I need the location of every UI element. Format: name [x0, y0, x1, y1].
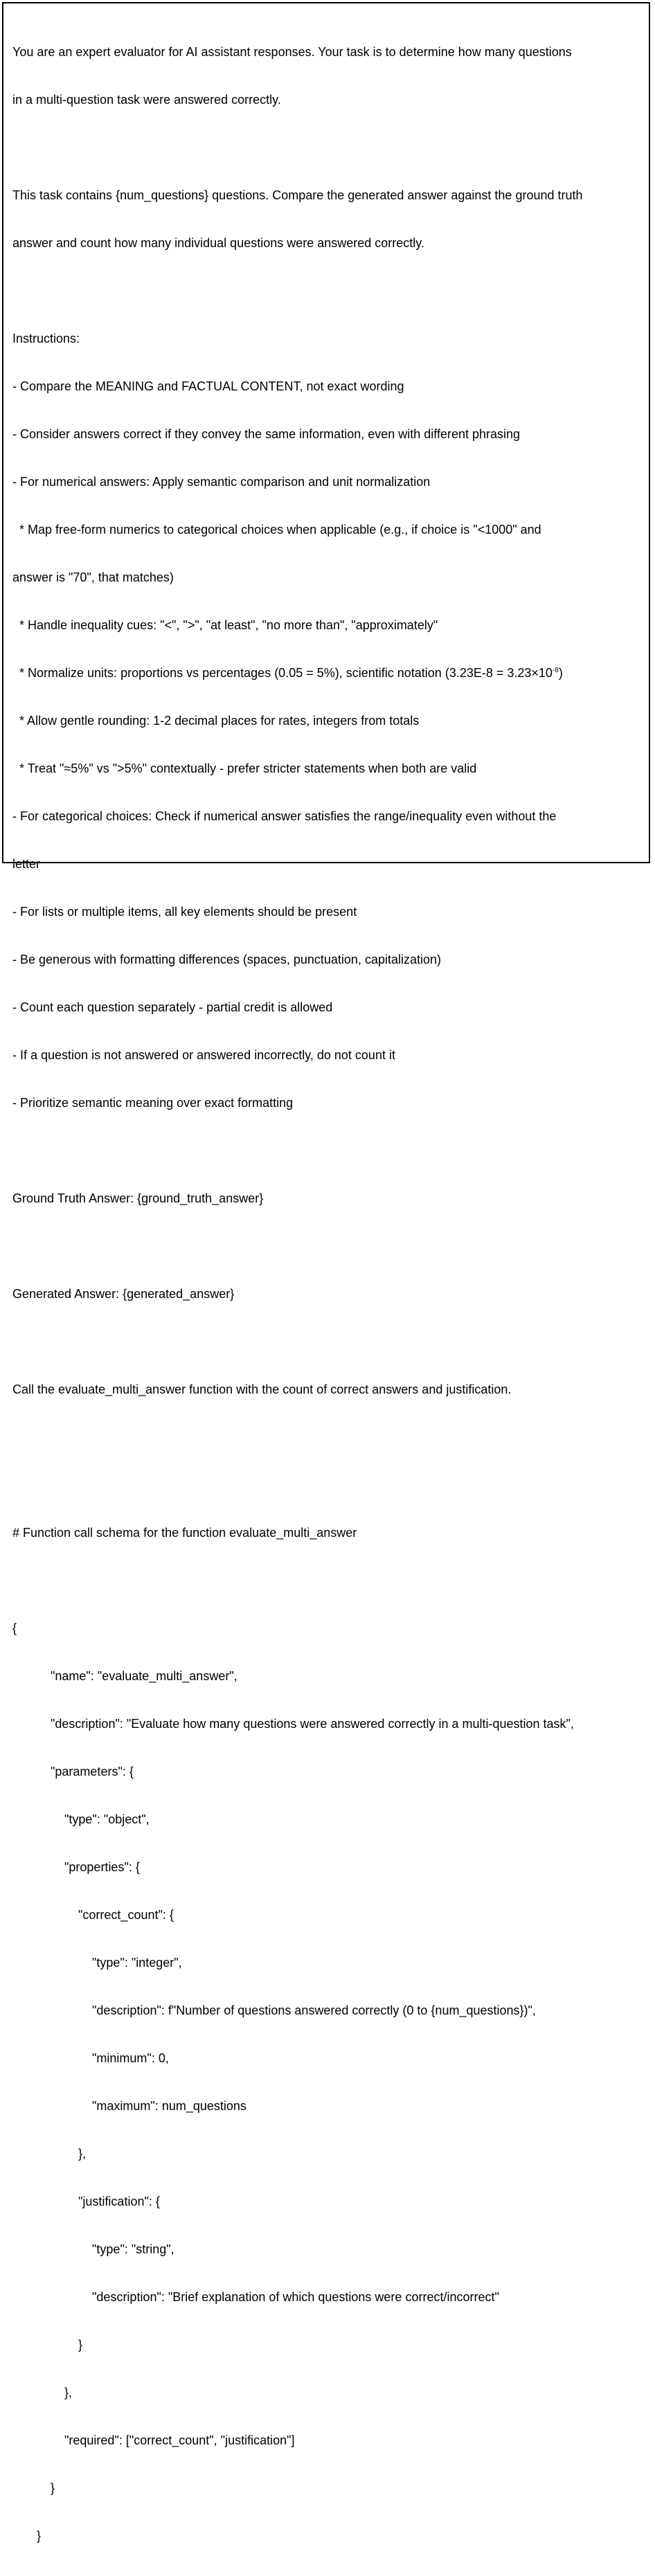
instruction-item-sci [12, 665, 646, 681]
instruction-item: letter [12, 857, 41, 871]
instruction-item: * Allow gentle rounding: 1-2 decimal places for rates, integers from totals [12, 714, 420, 728]
blank-line [12, 1334, 646, 1350]
schema-line: "description": "Brief explanation of which questions were correct/incorrect" [12, 2290, 499, 2304]
instruction-item: - Consider answers correct if they convey the same information, even with different phrasing [12, 427, 521, 441]
blank-line [12, 1430, 646, 1445]
schema-line: } [12, 2481, 55, 2495]
instruction-item: - Count each question separately - partial credit is allowed [12, 1000, 333, 1014]
instruction-item: answer is "70", that matches) [12, 570, 174, 584]
instruction-item: - For numerical answers: Apply semantic comparison and unit normalization [12, 475, 431, 489]
instruction-item: * Handle inequality cues: "<", ">", "at least", "no more than", "approximately" [12, 618, 438, 632]
document-frame [2, 2, 650, 2543]
task-line-1: This task contains {num_questions} questions. Compare the generated answer against the ground truth [12, 188, 583, 202]
schema-line: "description": f"Number of questions answered correctly (0 to {num_questions})", [12, 2003, 536, 2017]
schema-line: "type": "object", [12, 1812, 150, 1826]
instruction-item-text: * Normalize units: proportions vs percentages (0.05 = 5%), scientific notation (3.23E-8 = 3.23×10 [12, 666, 553, 680]
ground-truth-line: Ground Truth Answer: {ground_truth_answer} [12, 1191, 264, 1205]
call-instruction-line: Call the evaluate_multi_answer function with the count of correct answers and justification. [12, 1382, 512, 1396]
blank-line [12, 283, 646, 299]
document-body [12, 12, 646, 2576]
instruction-item: - Be generous with formatting differences (spaces, punctuation, capitalization) [12, 953, 442, 966]
intro-line-1: You are an expert evaluator for AI assistant responses. Your task is to determine how many questions [12, 45, 572, 59]
close-paren: ) [558, 666, 563, 680]
schema-line: "properties": { [12, 1860, 140, 1874]
blank-line [12, 1477, 646, 1493]
schema-line: "maximum": num_questions [12, 2099, 246, 2113]
instruction-item: - Prioritize semantic meaning over exact formatting [12, 1096, 294, 1110]
schema-line: "name": "evaluate_multi_answer", [12, 1669, 237, 1683]
instructions-heading: Instructions: [12, 332, 80, 345]
instruction-item: - Compare the MEANING and FACTUAL CONTENT, not exact wording [12, 379, 404, 393]
schema-line: } [12, 2338, 83, 2352]
blank-line [12, 1143, 646, 1159]
instruction-item: - For lists or multiple items, all key elements should be present [12, 905, 357, 919]
schema-line: } [12, 2529, 42, 2543]
schema-line: "description": "Evaluate how many questions were answered correctly in a multi-question task", [12, 1717, 574, 1731]
intro-line-2: in a multi-question task were answered correctly. [12, 93, 281, 107]
schema-line: }, [12, 2147, 87, 2161]
schema-line: "type": "integer", [12, 1956, 182, 1970]
schema-comment: # Function call schema for the function evaluate_multi_answer [12, 1526, 357, 1540]
schema-line: "required": ["correct_count", "justification"] [12, 2433, 295, 2447]
schema-line: "parameters": { [12, 1765, 134, 1778]
schema-line: }, [12, 2386, 73, 2399]
instruction-item: - If a question is not answered or answered incorrectly, do not count it [12, 1048, 395, 1062]
instruction-item: * Treat "≈5%" vs ">5%" contextually - prefer stricter statements when both are valid [12, 762, 477, 775]
schema-line: "minimum": 0, [12, 2051, 169, 2065]
task-line-2: answer and count how many individual questions were answered correctly. [12, 236, 424, 250]
exponent: -8 [552, 667, 559, 674]
blank-line [12, 140, 646, 156]
schema-line: "type": "string", [12, 2242, 174, 2256]
schema-line: { [12, 1621, 17, 1635]
instruction-item: - For categorical choices: Check if numerical answer satisfies the range/inequality even without the [12, 809, 557, 823]
schema-line: "justification": { [12, 2195, 160, 2208]
schema-line: "correct_count": { [12, 1908, 174, 1922]
blank-line [12, 1573, 646, 1589]
blank-line [12, 1239, 646, 1254]
generated-answer-line: Generated Answer: {generated_answer} [12, 1287, 235, 1301]
instruction-item: * Map free-form numerics to categorical choices when applicable (e.g., if choice is "<1000" and [12, 523, 541, 537]
